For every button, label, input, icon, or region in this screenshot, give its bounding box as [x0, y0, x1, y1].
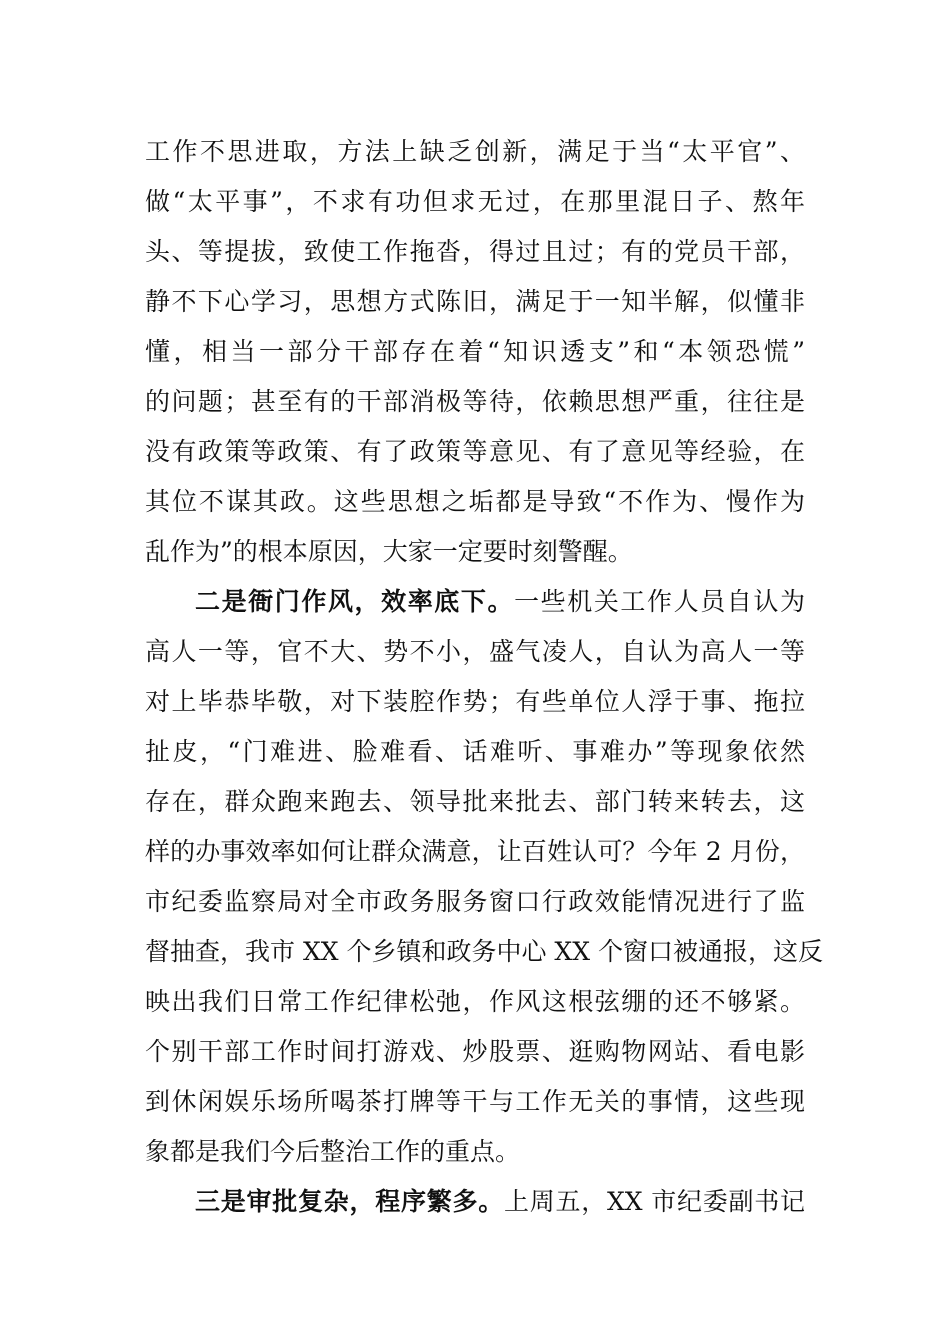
paragraph-1-line-3: 头、等提拔，致使工作拖沓，得过且过；有的党员干部， [145, 237, 805, 266]
paragraph-2-line-4: 扯皮，“门难进、脸难看、话难听、事难办”等现象依然 [145, 737, 805, 766]
paragraph-1-line-9: 乱作为”的根本原因，大家一定要时刻警醒。 [145, 537, 633, 566]
paragraph-2-line-12: 象都是我们今后整治工作的重点。 [145, 1137, 521, 1166]
paragraph-1-line-4: 静不下心学习，思想方式陈旧，满足于一知半解，似懂非 [145, 287, 805, 316]
paragraph-2-line-10: 个别干部工作时间打游戏、炒股票、逛购物网站、看电影 [145, 1037, 805, 1066]
paragraph-1-line-7: 没有政策等政策、有了政策等意见、有了意见等经验，在 [145, 437, 805, 466]
paragraph-1-line-2: 做“太平事”，不求有功但求无过，在那里混日子、熬年 [145, 187, 805, 216]
paragraph-2-line-11: 到休闲娱乐场所喝茶打牌等干与工作无关的事情，这些现 [145, 1087, 805, 1116]
paragraph-3-heading: 三是审批复杂，程序繁多。 [195, 1187, 504, 1216]
paragraph-2-first-line [195, 582, 805, 622]
paragraph-2-line-8: 督抽查，我市 XX 个乡镇和政务中心 XX 个窗口被通报，这反 [145, 937, 823, 966]
paragraph-1-line-6: 的问题；甚至有的干部消极等待，依赖思想严重，往往是 [145, 387, 805, 416]
paragraph-1-line-1: 工作不思进取，方法上缺乏创新，满足于当“太平官”、 [145, 137, 805, 166]
paragraph-2-first-line-text: 一些机关工作人员自认为 [514, 587, 805, 616]
paragraph-2-line-7: 市纪委监察局对全市政务服务窗口行政效能情况进行了监 [145, 887, 805, 916]
paragraph-3-first-line-text: 上周五，XX 市纪委副书记 [503, 1187, 805, 1216]
paragraph-2-line-3: 对上毕恭毕敬，对下装腔作势；有些单位人浮于事、拖拉 [145, 687, 805, 716]
paragraph-2-line-5: 存在，群众跑来跑去、领导批来批去、部门转来转去，这 [145, 787, 805, 816]
paragraph-2-heading: 二是衙门作风，效率底下。 [195, 587, 515, 616]
paragraph-1-line-8: 其位不谋其政。这些思想之垢都是导致“不作为、慢作为 [145, 487, 805, 516]
paragraph-2-line-9: 映出我们日常工作纪律松弛，作风这根弦绷的还不够紧。 [145, 987, 805, 1016]
paragraph-1-line-5: 懂，相当一部分干部存在着“知识透支”和“本领恐慌” [145, 337, 805, 366]
paragraph-2-line-2: 高人一等，官不大、势不小，盛气凌人，自认为高人一等 [145, 637, 805, 666]
paragraph-3-first-line [195, 1182, 805, 1222]
paragraph-2-line-6: 样的办事效率如何让群众满意，让百姓认可？今年 2 月份， [145, 837, 805, 866]
